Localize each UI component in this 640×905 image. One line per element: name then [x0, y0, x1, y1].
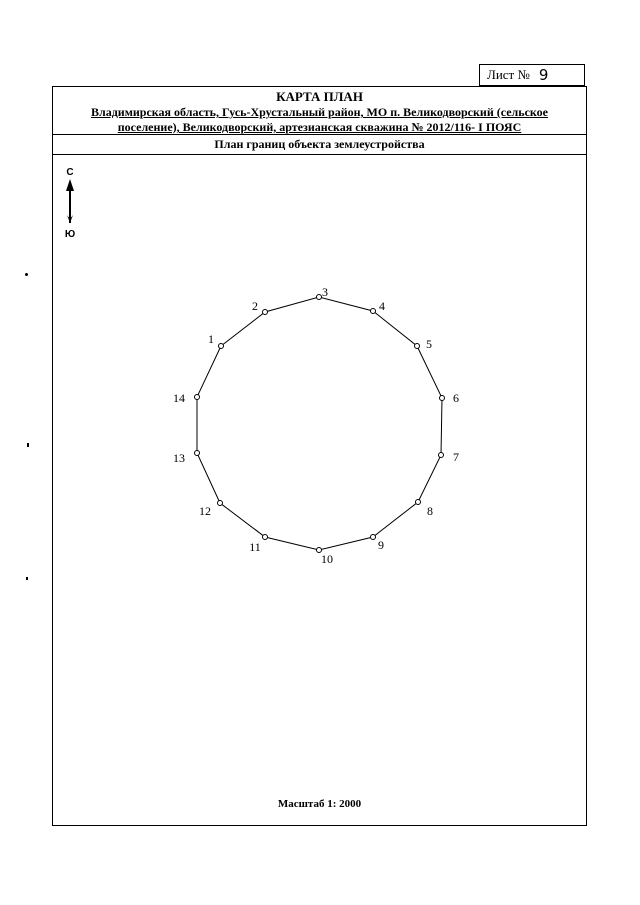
boundary-point: [371, 535, 376, 540]
boundary-point: [263, 535, 268, 540]
boundary-point-label: 12: [199, 504, 211, 518]
boundary-point: [371, 309, 376, 314]
sheet-label: Лист №: [487, 67, 530, 82]
scan-dot: [26, 577, 28, 580]
boundary-point-label: 14: [173, 391, 185, 405]
map-subtitle-line2: поселение), Великодворский, артезианская скважина № 2012/116- I ПОЯС: [117, 120, 522, 134]
boundary-point-label: 5: [426, 337, 432, 351]
boundary-point: [218, 501, 223, 506]
sheet-number: 9: [538, 66, 549, 84]
map-subtitle-line1: Владимирская область, Гусь-Хрустальный район, МО п. Великодворский (сельское: [90, 105, 549, 119]
scan-dot: [25, 273, 28, 276]
boundary-point-label: 1: [208, 332, 214, 346]
boundary-point-label: 10: [321, 552, 333, 566]
boundary-point-label: 13: [173, 451, 185, 465]
boundary-point: [263, 310, 268, 315]
boundary-point: [317, 295, 322, 300]
boundary-point-label: 3: [322, 285, 328, 299]
plan-subheader: План границ объекта землеустройства: [53, 135, 586, 155]
boundary-point: [195, 395, 200, 400]
north-label: С: [66, 167, 74, 178]
boundary-point: [439, 453, 444, 458]
south-label: Ю: [64, 229, 76, 240]
boundary-point-label: 7: [453, 450, 459, 464]
boundary-point-label: 6: [453, 391, 459, 405]
map-scale: Масштаб 1: 2000: [277, 798, 362, 810]
boundary-point-label: 8: [427, 504, 433, 518]
boundary-line: [197, 297, 442, 550]
boundary-point: [415, 344, 420, 349]
boundary-point: [219, 344, 224, 349]
boundary-point: [440, 396, 445, 401]
boundary-point-label: 4: [379, 299, 385, 313]
boundary-point-label: 11: [249, 540, 261, 554]
boundary-point: [195, 451, 200, 456]
map-title: КАРТА ПЛАН: [276, 89, 363, 104]
boundary-point-label: 9: [378, 538, 384, 552]
scan-dot: [27, 443, 29, 447]
boundary-point: [416, 500, 421, 505]
boundary-point-label: 2: [252, 299, 258, 313]
